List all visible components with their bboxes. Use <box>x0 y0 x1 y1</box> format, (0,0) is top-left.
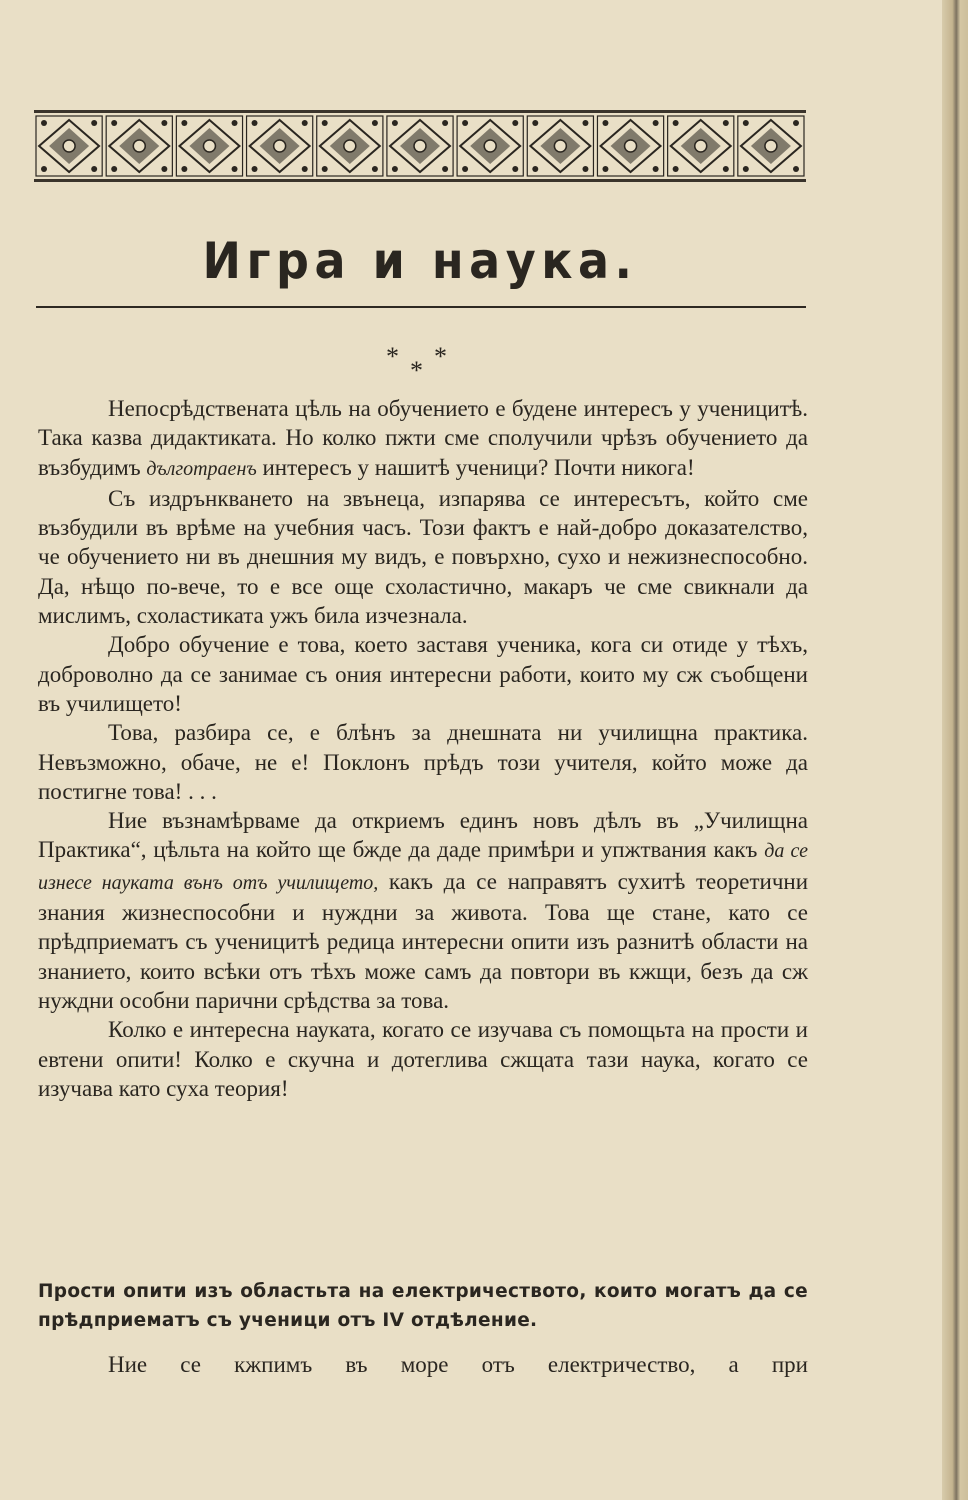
section-first-line: Ние се кжпимъ въ море отъ електричество, а при <box>108 1352 808 1377</box>
paragraph: Ние възнамѣрваме да откриемъ единъ новъ дѣлъ въ „Училищна Практика“, цѣльта на който ще бжде да даде примѣри и упжтвания какъ да се изнесе науката вънъ отъ училището, какъ да се направятъ сухитѣ теоретични знания жизнеспособни и нуждни за живота. Това ще стане, като се прѣдприематъ съ ученицитѣ редица интересни опити изъ разнитѣ области на знанието, които всѣки отъ тѣхъ може самъ да повтори въ кжщи, безъ да сж нуждни особни парични срѣдства за това. <box>38 808 809 1013</box>
section-subheading: Прости опити изъ областьта на електричеството, които могатъ да се прѣдприематъ съ ученици отъ IV отдѣление. <box>38 1281 808 1331</box>
paragraph: Непосрѣдствената цѣль на обучението е будене интересъ у ученицитѣ. Така казва дидактиката. Но колко пжти сме сполучили чрѣзъ обучението да възбудимъ дълготраенъ интересъ у нашитѣ ученици? Почти никога! <box>38 396 808 480</box>
paragraph: Добро обучение е това, което заставя ученика, кога си отиде у тѣхъ, доброволно да се занимае съ ония интересни работи, които му сж съобщени въ училището! <box>38 632 808 716</box>
emphasis-text: дълготраенъ <box>146 457 257 480</box>
decorative-header-band <box>34 110 806 182</box>
article-title: Игра и наука. <box>202 232 638 290</box>
paragraph: Колко е интересна науката, когато се изучава съ помощьта на прости и евтени опити! Колко е скучна и дотеглива сжщата тази наука, когато се изучава като суха теория! <box>38 1017 808 1101</box>
book-spine-edge <box>942 0 968 1500</box>
title-underline <box>36 306 806 308</box>
asterism-star: * <box>386 342 399 371</box>
paragraph: Съ издрънкването на звънеца, изпарява се интересътъ, който сме възбудили въ врѣме на учебния часъ. Този фактъ е най-добро доказателство, че обучението ни въ днешния му видъ, е повърхно, сухо и нежизнеспособно. Да, нѣщо по-вече, то е все още схоластично, макаръ че сме свикнали да мислимъ, схоластиката ужъ била изчезнала. <box>38 485 808 629</box>
asterism-star: * <box>434 342 447 371</box>
article-body <box>38 394 808 1103</box>
asterism-star: * <box>410 356 423 385</box>
emphasis-text: да се изнесе науката вънъ отъ училището, <box>38 840 808 894</box>
paragraph: Това, разбира се, е блѣнъ за днешната ни училищна практика. Невъзможно, обаче, не е! Поклонъ прѣдъ този учителя, който може да постигне това! . . . <box>38 720 808 804</box>
asterism-divider <box>370 342 470 385</box>
ornament-pattern-icon <box>34 113 806 179</box>
